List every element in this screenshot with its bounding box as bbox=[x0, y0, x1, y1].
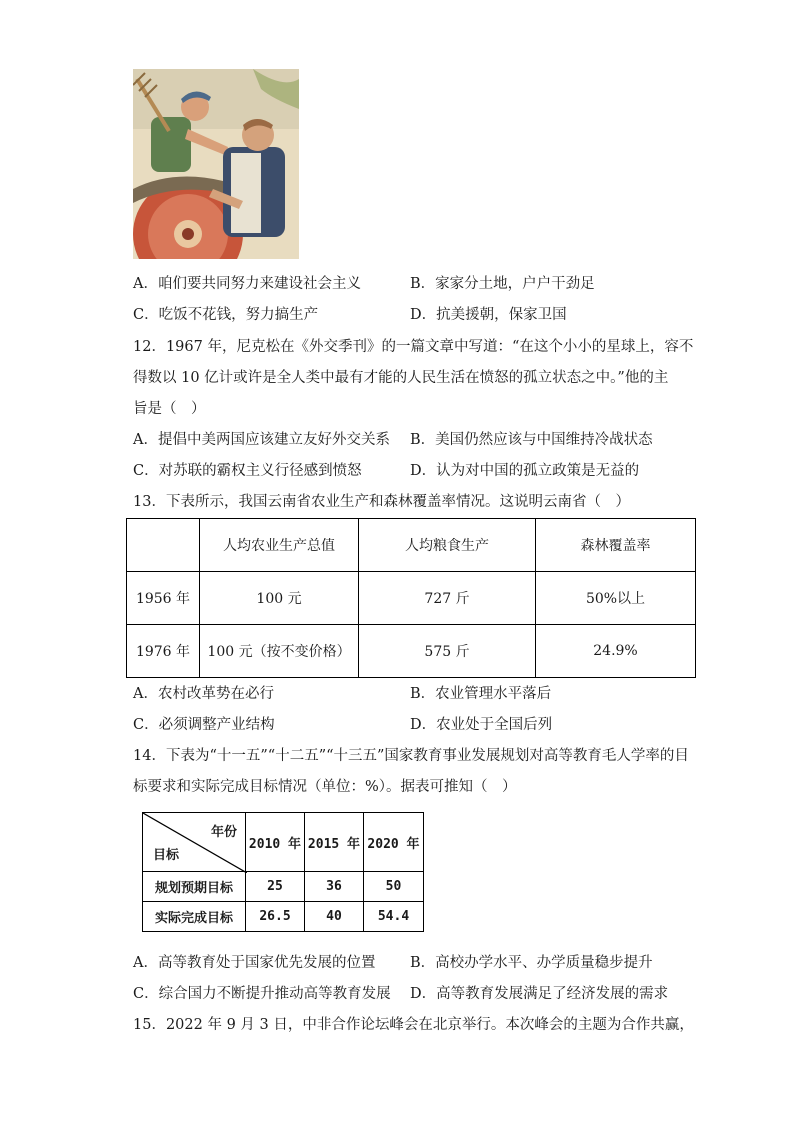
table-row bbox=[143, 902, 424, 932]
q13-option-a: A．农村改革势在必行 bbox=[133, 686, 274, 702]
q13-data-table bbox=[126, 518, 696, 678]
table-row bbox=[127, 572, 696, 625]
table-cell: 40 bbox=[305, 902, 364, 932]
table-header-cell: 2010 年 bbox=[246, 813, 305, 872]
table-cell: 25 bbox=[246, 872, 305, 902]
table-header-cell: 森林覆盖率 bbox=[536, 519, 696, 572]
table-cell: 575 斤 bbox=[359, 625, 536, 678]
table-header-cell: 人均粮食生产 bbox=[359, 519, 536, 572]
q14-data-table bbox=[142, 812, 424, 932]
q12-option-a: A．提倡中美两国应该建立友好外交关系 bbox=[133, 432, 390, 448]
q14-stem-line2: 标要求和实际完成目标情况（单位：%）。据表可推知（ ） bbox=[133, 779, 517, 795]
table-header-row bbox=[143, 813, 424, 872]
table-corner-cell bbox=[143, 813, 246, 872]
table-cell: 24.9% bbox=[536, 625, 696, 678]
table-header-cell: 2015 年 bbox=[305, 813, 364, 872]
q14-option-c: C．综合国力不断提升推动高等教育发展 bbox=[133, 986, 391, 1002]
q12-option-d: D．认为对中国的孤立政策是无益的 bbox=[410, 463, 640, 479]
q13-stem: 13．下表所示，我国云南省农业生产和森林覆盖率情况。这说明云南省（ ） bbox=[133, 494, 630, 510]
table-cell: 1976 年 bbox=[127, 625, 200, 678]
table-cell: 26.5 bbox=[246, 902, 305, 932]
q12-option-b: B．美国仍然应该与中国维持冷战状态 bbox=[410, 432, 653, 448]
table-header-cell bbox=[127, 519, 200, 572]
q12-stem-line2: 得数以 10 亿计或许是全人类中最有才能的人民生活在愤怒的孤立状态之中。”他的主 bbox=[133, 370, 669, 386]
table-cell: 50 bbox=[364, 872, 424, 902]
poster-illustration bbox=[133, 69, 299, 259]
table-cell: 100 元 bbox=[200, 572, 359, 625]
table-cell: 36 bbox=[305, 872, 364, 902]
table-header-cell: 人均农业生产总值 bbox=[200, 519, 359, 572]
table-cell: 规划预期目标 bbox=[143, 872, 246, 902]
table-header-row bbox=[127, 519, 696, 572]
q12-stem-line1: 12．1967 年，尼克松在《外交季刊》的一篇文章中写道：“在这个小小的星球上，容不 bbox=[133, 339, 694, 355]
table-header-cell: 2020 年 bbox=[364, 813, 424, 872]
q12-stem-line3: 旨是（ ） bbox=[133, 401, 206, 417]
corner-label-year: 年份 bbox=[210, 825, 237, 840]
table-row bbox=[143, 872, 424, 902]
table-cell: 100 元（按不变价格） bbox=[200, 625, 359, 678]
q14-option-b: B．高校办学水平、办学质量稳步提升 bbox=[410, 955, 653, 971]
table-cell: 1956 年 bbox=[127, 572, 200, 625]
q14-option-d: D．高等教育发展满足了经济发展的需求 bbox=[410, 986, 669, 1002]
table-row bbox=[127, 625, 696, 678]
propaganda-poster-image bbox=[133, 69, 299, 259]
q11-option-a: A．咱们要共同努力来建设社会主义 bbox=[133, 276, 361, 292]
q11-option-d: D．抗美援朝，保家卫国 bbox=[410, 307, 567, 323]
q11-option-c: C．吃饭不花钱，努力搞生产 bbox=[133, 307, 319, 323]
q13-option-c: C．必须调整产业结构 bbox=[133, 717, 275, 733]
corner-label-target: 目标 bbox=[153, 848, 180, 863]
table-cell: 50%以上 bbox=[536, 572, 696, 625]
q13-option-d: D．农业处于全国后列 bbox=[410, 717, 553, 733]
q15-stem-line1: 15．2022 年 9 月 3 日，中非合作论坛峰会在北京举行。本次峰会的主题为合作共赢， bbox=[133, 1017, 694, 1033]
table-cell: 727 斤 bbox=[359, 572, 536, 625]
q14-stem-line1: 14．下表为“十一五”“十二五”“十三五”国家教育事业发展规划对高等教育毛人学率的目 bbox=[133, 748, 689, 764]
q13-option-b: B．农业管理水平落后 bbox=[410, 686, 552, 702]
table-cell: 实际完成目标 bbox=[143, 902, 246, 932]
q12-option-c: C．对苏联的霸权主义行径感到愤怒 bbox=[133, 463, 362, 479]
q11-option-b: B．家家分土地，户户干劲足 bbox=[410, 276, 595, 292]
table-cell: 54.4 bbox=[364, 902, 424, 932]
q14-option-a: A．高等教育处于国家优先发展的位置 bbox=[133, 955, 376, 971]
